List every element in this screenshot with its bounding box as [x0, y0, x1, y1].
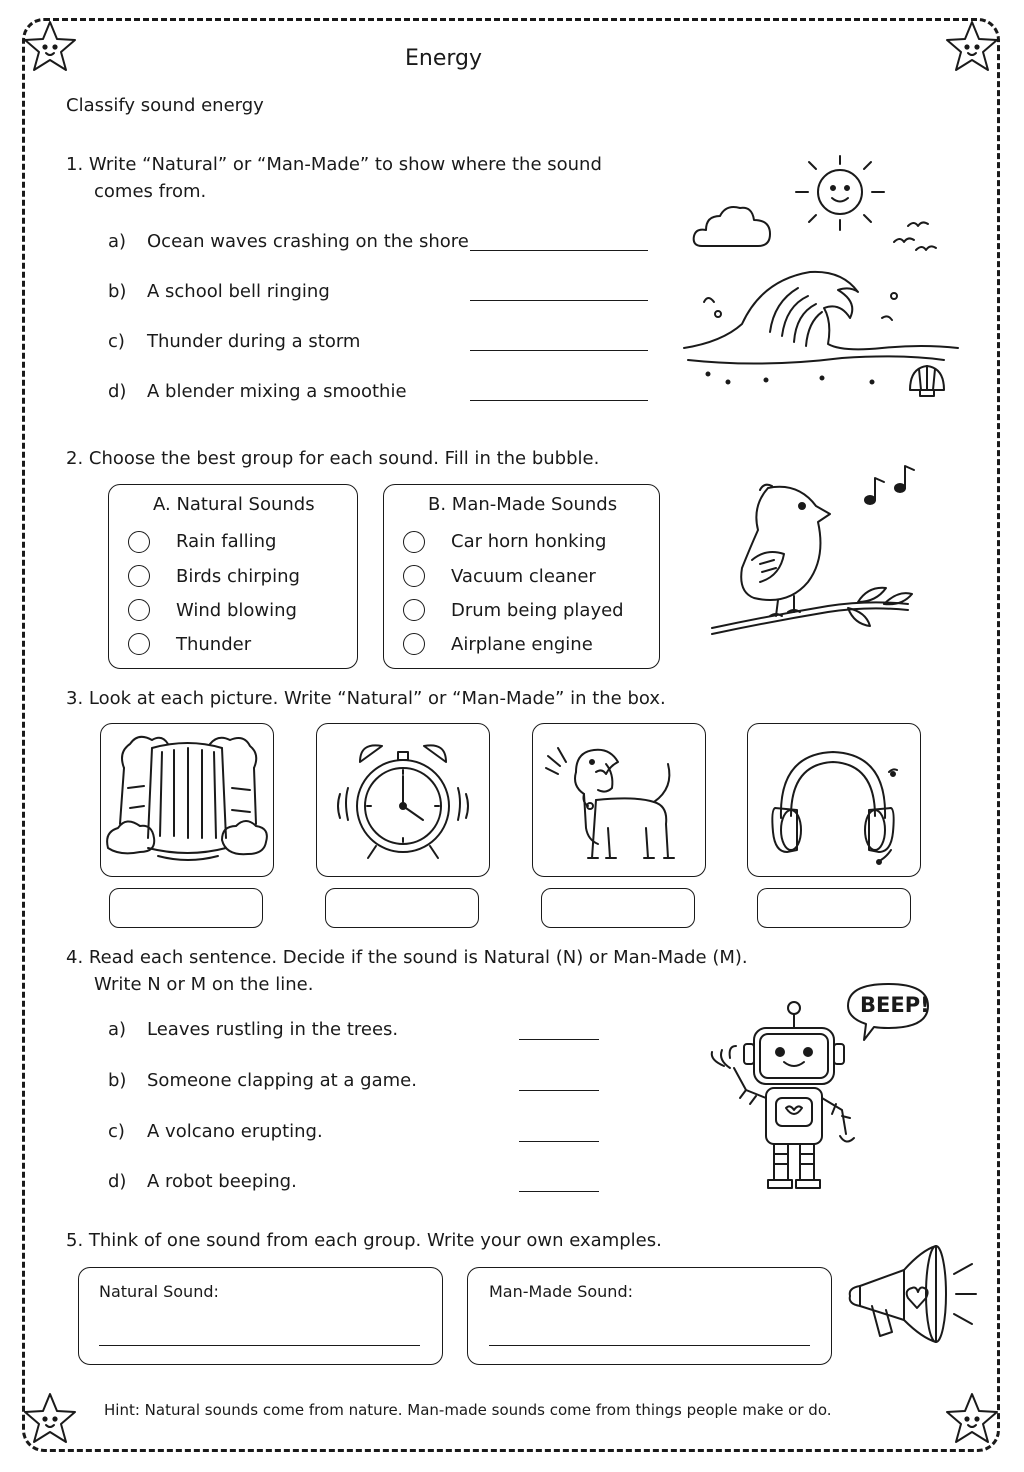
waterfall-icon	[104, 728, 270, 872]
q4-item-text: Leaves rustling in the trees.	[147, 1019, 399, 1040]
sun-icon	[790, 152, 890, 242]
hint-text: Hint: Natural sounds come from nature. Man-made sounds come from things people make or do.	[104, 1401, 832, 1419]
q1-item-letter: d)	[108, 381, 127, 402]
q1-answer-line[interactable]	[470, 400, 648, 401]
page-subtitle: Classify sound energy	[66, 95, 264, 116]
alarm-clock-icon	[320, 728, 486, 872]
answer-bubble[interactable]	[128, 565, 150, 587]
answer-bubble[interactable]	[403, 565, 425, 587]
star-icon	[18, 16, 82, 80]
q1-item-letter: c)	[108, 331, 125, 352]
q4-prompt-cont: Write N or M on the line.	[94, 974, 314, 995]
answer-bubble[interactable]	[403, 531, 425, 553]
q1-item-letter: b)	[108, 281, 127, 302]
q1-prompt: 1. Write “Natural” or “Man-Made” to show where the sound	[66, 154, 602, 175]
option-label: Thunder	[176, 634, 252, 655]
q3-prompt: 3. Look at each picture. Write “Natural” or “Man-Made” in the box.	[66, 688, 666, 709]
answer-bubble[interactable]	[128, 633, 150, 655]
option-label: Airplane engine	[451, 634, 593, 655]
q4-item-text: Someone clapping at a game.	[147, 1070, 417, 1091]
q4-item-letter: b)	[108, 1070, 127, 1091]
option-label: Wind blowing	[176, 600, 297, 621]
option-label: Car horn honking	[451, 531, 607, 552]
q1-item-text: A blender mixing a smoothie	[147, 381, 407, 402]
manmade-sound-label: Man-Made Sound:	[489, 1282, 633, 1301]
q4-answer-line[interactable]	[519, 1191, 599, 1192]
robot-icon	[700, 998, 860, 1194]
q4-item-letter: a)	[108, 1019, 127, 1040]
answer-bubble[interactable]	[128, 599, 150, 621]
q4-answer-line[interactable]	[519, 1141, 599, 1142]
q4-prompt: 4. Read each sentence. Decide if the sound is Natural (N) or Man-Made (M).	[66, 947, 748, 968]
natural-sound-label: Natural Sound:	[99, 1282, 219, 1301]
q1-answer-line[interactable]	[470, 300, 648, 301]
shell-icon	[904, 362, 950, 400]
manmade-sound-line[interactable]	[489, 1345, 810, 1346]
answer-box[interactable]	[109, 888, 263, 928]
natural-sound-line[interactable]	[99, 1345, 420, 1346]
q4-item-letter: c)	[108, 1121, 125, 1142]
headphones-icon	[751, 728, 917, 872]
q4-item-text: A volcano erupting.	[147, 1121, 323, 1142]
answer-box[interactable]	[757, 888, 911, 928]
q1-prompt-cont: comes from.	[94, 181, 207, 202]
q4-item-letter: d)	[108, 1171, 127, 1192]
page-title: Energy	[405, 46, 483, 71]
answer-bubble[interactable]	[128, 531, 150, 553]
megaphone-icon	[844, 1240, 984, 1350]
answer-bubble[interactable]	[403, 633, 425, 655]
q1-item-text: A school bell ringing	[147, 281, 330, 302]
group-b-title: B. Man-Made Sounds	[428, 494, 618, 515]
answer-bubble[interactable]	[403, 599, 425, 621]
music-notes-icon	[858, 460, 918, 510]
q1-item-letter: a)	[108, 231, 127, 252]
option-label: Rain falling	[176, 531, 277, 552]
q1-item-text: Thunder during a storm	[147, 331, 361, 352]
q2-prompt: 2. Choose the best group for each sound. Fill in the bubble.	[66, 448, 600, 469]
star-icon	[18, 1388, 82, 1452]
q1-item-text: Ocean waves crashing on the shore	[147, 231, 469, 252]
q4-answer-line[interactable]	[519, 1039, 599, 1040]
group-a-title: A. Natural Sounds	[153, 494, 315, 515]
answer-box[interactable]	[325, 888, 479, 928]
option-label: Drum being played	[451, 600, 624, 621]
option-label: Birds chirping	[176, 566, 300, 587]
speech-text: BEEP!	[860, 993, 930, 1017]
star-icon	[940, 1388, 1004, 1452]
option-label: Vacuum cleaner	[451, 566, 596, 587]
answer-box[interactable]	[541, 888, 695, 928]
q4-item-text: A robot beeping.	[147, 1171, 297, 1192]
q4-answer-line[interactable]	[519, 1090, 599, 1091]
barking-dog-icon	[536, 728, 702, 872]
q1-answer-line[interactable]	[470, 350, 648, 351]
q1-answer-line[interactable]	[470, 250, 648, 251]
star-icon	[940, 16, 1004, 80]
birds-icon	[890, 218, 940, 258]
q5-prompt: 5. Think of one sound from each group. Write your own examples.	[66, 1230, 662, 1251]
cloud-icon	[690, 200, 776, 254]
